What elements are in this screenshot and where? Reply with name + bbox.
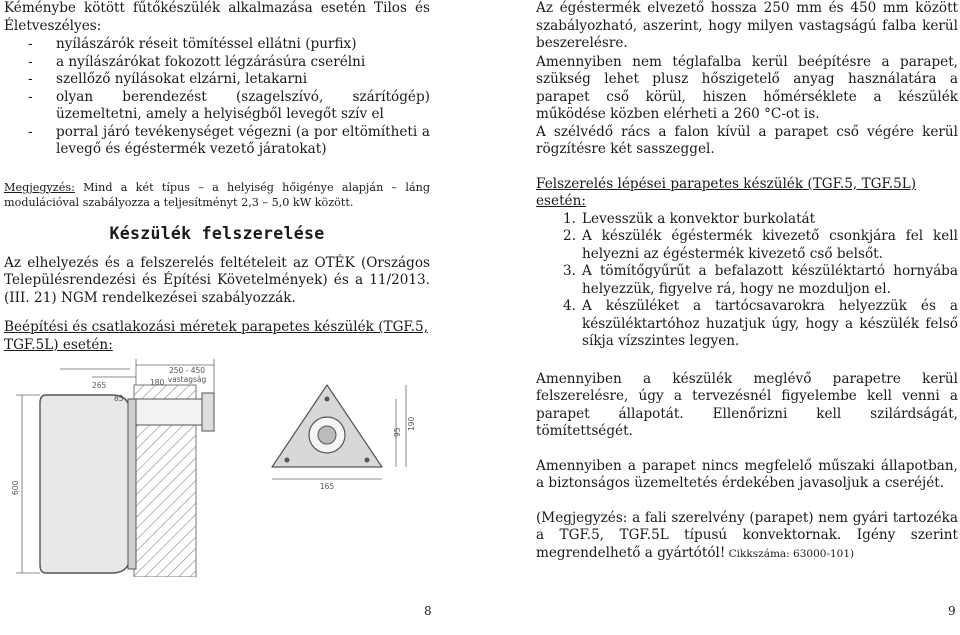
section-heading: Készülék felszerelése: [109, 223, 325, 243]
installation-diagram: [4, 355, 424, 577]
list-item: 2. A készülék égéstermék kivezető csonkjára fel kell helyezni az égéstermék kivezető cső belsőt.: [563, 228, 958, 262]
steps-list: [536, 211, 958, 351]
dim-600: 600: [11, 480, 20, 495]
screw-hole: [285, 458, 290, 463]
warning-intro: Kéménybe kötött fűtőkészülék alkalmazása esetén Tilos és Életveszélyes:: [4, 0, 430, 34]
right-page: [536, 0, 958, 563]
screw-hole: [325, 397, 330, 402]
list-item: - szellőző nyílásokat elzárni, letakarni: [28, 71, 308, 87]
list-item: 1. Levesszük a konvektor burkolatát: [563, 210, 816, 227]
list-item: - a nyílászárókat fokozott légzárásúra cserélni: [28, 53, 366, 70]
flue-pipe: [136, 399, 202, 425]
warning-list: [4, 36, 430, 159]
bracket: [128, 399, 136, 569]
part-number: Cikkszáma: 63000-101): [725, 547, 855, 560]
dim-180: 180: [150, 378, 165, 387]
screw-hole: [365, 458, 370, 463]
left-page: [4, 0, 430, 495]
steps-title: Felszerelés lépései parapetes készülék (TGF.5, TGF.5L) esetén:: [536, 175, 917, 209]
page-number-right: 9: [948, 604, 956, 618]
list-item: 4. A készüléket a tartócsavarokra helyezzük és a készüléktartóhoz huzatjuk úgy, hogy a készülék felső síkja vízszintes legyen.: [563, 298, 958, 349]
list-item: 3. A tömítőgyűrűt a befalazott készüléktartó hornyába helyezzük, figyelve rá, hogy ne mozduljon el.: [563, 263, 958, 297]
dim-vastagsag: vastagság: [167, 375, 207, 384]
wind-guard: [202, 393, 214, 431]
insulation-paragraph: Amennyiben nem téglafalba kerül beépítésre a parapet, szükség lehet plusz hőszigetelő anyag használatára a parapet cső körül, hiszen hőmérséklete a készülék működése közben elérheti a 260 °C-ot is.: [536, 53, 958, 122]
note-label: Megjegyzés:: [4, 180, 75, 194]
dim-250-450: 250 - 450: [168, 366, 206, 375]
list-item: - porral járó tevékenységet végezni (a por eltömítheti a levegő és égéstermék vezető járatokat): [28, 123, 430, 157]
dim-85: 85: [114, 394, 124, 403]
dim-165: 165: [319, 482, 335, 491]
dim-265: 265: [92, 381, 107, 390]
dim-95: 95: [393, 427, 402, 437]
page-number-left: 8: [424, 604, 432, 618]
convector-body: [40, 395, 130, 573]
regulation-paragraph: Az elhelyezés és a felszerelés feltételeit az OTÉK (Országos Településrendezési és Építési Követelmények) és a 11/2013. (III. 21) NGM rendelkezései szabályozzák.: [4, 254, 430, 306]
flue-length-paragraph: Az égéstermék elvezető hossza 250 mm és 450 mm között szabályozható, aszerint, hogy milyen vastagságú falba kerül beszerelésre.: [536, 0, 958, 51]
dim-190: 190: [407, 416, 416, 431]
list-item: - nyílászárók réseit tömítéssel ellátni (purfix): [28, 36, 357, 52]
note-text: Mind a két típus – a helyiség hőigénye alapján – láng modulációval szabályozza a teljesítményt 2,3 – 5,0 kW között.: [4, 180, 430, 209]
dimensions-subheading: Beépítési és csatlakozási méretek parapetes készülék (TGF.5, TGF.5L) esetén:: [4, 319, 429, 353]
existing-parapet-paragraph: Amennyiben a készülék meglévő parapetre kerül felszerelésre, úgy a tervezésnél figyelembe kell venni a parapet állapotát. Ellenőrizni kell szilárdságát, tömítettségét.: [536, 370, 958, 439]
replacement-paragraph: Amennyiben a parapet nincs megfelelő műszaki állapotban, a biztonságos üzemeltetés érdekében javasoljuk a cseréjét.: [536, 457, 958, 491]
wind-guard-paragraph: A szélvédő rács a falon kívül a parapet cső végére kerül rögzítésre két sasszeggel.: [536, 123, 958, 157]
list-item: - olyan berendezést (szagelszívó, szárítógép) üzemeltetni, amely a helyiségből levegőt szív el: [28, 88, 430, 122]
note: [4, 180, 430, 210]
accessory-note: (Megjegyzés: a fali szerelvény (parapet) nem gyári tartozéka a TGF.5, TGF.5L típusú konvektornak. Igény szerint megrendelhető a gyártótól! Cikkszáma: 63000-101): [536, 509, 958, 561]
